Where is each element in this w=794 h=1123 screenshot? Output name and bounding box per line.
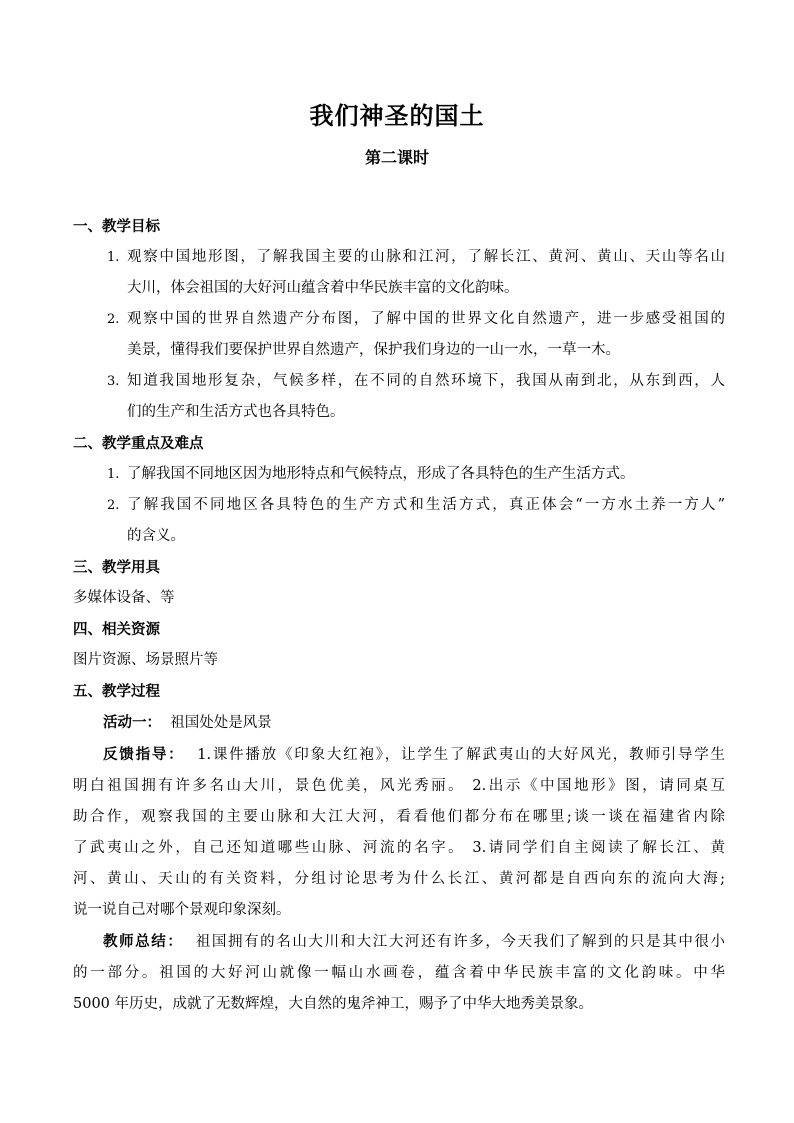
list-text-line: 的含义。 bbox=[127, 528, 185, 544]
section-heading-resources: 四、相关资源 bbox=[73, 621, 160, 638]
section-text-resources: 图片资源、场景照片等 bbox=[73, 652, 218, 668]
list-text-line: 了解我国不同地区各具特色的生产方式和生活方式，真正体会“一方水土养一方人” bbox=[127, 497, 725, 513]
section-heading-key-points: 二、教学重点及难点 bbox=[73, 435, 204, 452]
list-text-line: 了解我国不同地区因为地形特点和气候特点，形成了各具特色的生产生活方式。 bbox=[127, 466, 635, 482]
section-text-tools: 多媒体设备、等 bbox=[73, 590, 175, 606]
list-text-line: 大川，体会祖国的大好河山蕴含着中华民族丰富的文化韵味。 bbox=[127, 280, 519, 296]
activity-line bbox=[73, 707, 725, 739]
list-number: 2. bbox=[107, 498, 120, 513]
list-number: 1. bbox=[107, 250, 120, 265]
list-number: 2. bbox=[107, 312, 120, 327]
summary-label: 教师总结： bbox=[103, 933, 184, 950]
page-title: 我们神圣的国土 bbox=[309, 101, 485, 130]
list-item bbox=[73, 366, 725, 428]
section-heading-tools: 三、教学用具 bbox=[73, 559, 160, 576]
list-item bbox=[73, 304, 725, 366]
list-item bbox=[73, 490, 725, 552]
section-heading-process: 五、教学过程 bbox=[73, 683, 160, 700]
activity-label: 活动一： bbox=[103, 714, 161, 731]
list-number: 1. bbox=[107, 467, 120, 482]
feedback-line: 助合作，观察我国的主要山脉和大江大河，看看他们都分布在哪里;谈一谈在福建省内除 bbox=[73, 809, 725, 825]
summary-line: 5000 年历史，成就了无数辉煌，大自然的鬼斧神工，赐予了中华大地秀美景象。 bbox=[73, 996, 594, 1012]
activity-text: 祖国处处是风景 bbox=[170, 715, 272, 731]
list-text-line: 知道我国地形复杂，气候多样，在不同的自然环境下，我国从南到北，从东到西，人 bbox=[127, 373, 725, 389]
summary-line: 的一部分。祖国的大好河山就像一幅山水画卷，蕴含着中华民族丰富的文化韵味。中华 bbox=[73, 965, 725, 981]
page-subtitle: 第二课时 bbox=[364, 148, 429, 167]
list-text-line: 们的生产和生活方式也各具特色。 bbox=[127, 404, 345, 420]
list-text-line: 观察中国地形图，了解我国主要的山脉和江河，了解长江、黄河、黄山、天山等名山 bbox=[127, 249, 725, 265]
feedback-line: 明白祖国拥有许多名山大川，景色优美，风光秀丽。 2.出示《中国地形》图，请同桌互 bbox=[73, 778, 725, 794]
summary-line: 祖国拥有的名山大川和大江大河还有许多，今天我们了解到的只是其中很小 bbox=[195, 934, 726, 950]
feedback-line: 河、黄山、天山的有关资料，分组讨论思考为什么长江、黄河都是自西向东的流向大海; bbox=[73, 871, 725, 887]
summary-paragraph bbox=[73, 926, 725, 1020]
feedback-label: 反馈指导： bbox=[103, 746, 185, 763]
document-body bbox=[73, 211, 725, 1020]
feedback-line: 说一说自己对哪个景观印象深刻。 bbox=[73, 902, 291, 918]
list-number: 3. bbox=[107, 374, 120, 389]
list-item bbox=[73, 242, 725, 304]
list-text-line: 美景，懂得我们要保护世界自然遗产，保护我们身边的一山一水，一草一木。 bbox=[127, 342, 620, 358]
feedback-line: 了武夷山之外，自己还知道哪些山脉、河流的名字。 3.请同学们自主阅读了解长江、黄 bbox=[73, 840, 725, 856]
section-heading-objectives: 一、教学目标 bbox=[73, 218, 160, 235]
feedback-line: 1.课件播放《印象大红袍》，让学生了解武夷山的大好风光，教师引导学生 bbox=[197, 747, 725, 763]
list-item bbox=[73, 459, 725, 490]
feedback-paragraph bbox=[73, 739, 725, 926]
list-text-line: 观察中国的世界自然遗产分布图，了解中国的世界文化自然遗产，进一步感受祖国的 bbox=[127, 311, 725, 327]
